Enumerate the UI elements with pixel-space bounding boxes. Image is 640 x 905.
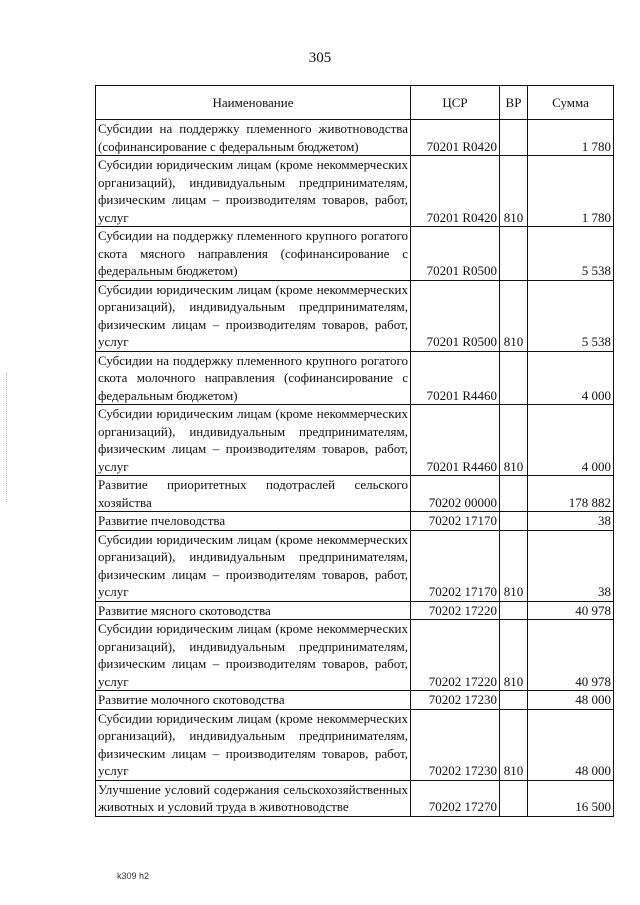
cell-sum: 40 978	[528, 601, 614, 620]
table-row	[96, 156, 614, 227]
cell-vr	[500, 691, 528, 710]
cell-name: Субсидии юридическим лицам (кроме некоммерческих организаций), индивидуальным предпринимателям, физическим лицам – производителям товаров, работ, услуг	[96, 156, 411, 227]
cell-csr: 70202 17170	[411, 512, 500, 531]
table-row	[96, 512, 614, 531]
cell-sum: 38	[528, 512, 614, 531]
table-row	[96, 351, 614, 405]
cell-name: Субсидии юридическим лицам (кроме некоммерческих организаций), индивидуальным предпринимателям, физическим лицам – производителям товаров, работ, услуг	[96, 620, 411, 691]
cell-name: Субсидии на поддержку племенного животноводства (софинансирование с федеральным бюджетом)	[96, 120, 411, 156]
cell-name: Улучшение условий содержания сельскохозяйственных животных и условий труда в животноводстве	[96, 780, 411, 816]
cell-name: Субсидии юридическим лицам (кроме некоммерческих организаций), индивидуальным предпринимателям, физическим лицам – производителям товаров, работ, услуг	[96, 709, 411, 780]
cell-vr: 810	[500, 405, 528, 476]
table-row	[96, 691, 614, 710]
cell-sum: 40 978	[528, 620, 614, 691]
header-sum: Сумма	[528, 86, 614, 120]
table-row	[96, 530, 614, 601]
cell-sum: 178 882	[528, 476, 614, 512]
cell-vr: 810	[500, 156, 528, 227]
cell-csr: 70202 17230	[411, 691, 500, 710]
cell-csr: 70201 R0500	[411, 227, 500, 281]
cell-csr: 70201 R4460	[411, 405, 500, 476]
header-vr: ВР	[500, 86, 528, 120]
cell-name: Развитие пчеловодства	[96, 512, 411, 531]
cell-name: Субсидии юридическим лицам (кроме некоммерческих организаций), индивидуальным предпринимателям, физическим лицам – производителям товаров, работ, услуг	[96, 530, 411, 601]
table-row	[96, 476, 614, 512]
cell-sum: 5 538	[528, 280, 614, 351]
cell-vr: 810	[500, 620, 528, 691]
cell-vr: 810	[500, 709, 528, 780]
header-name: Наименование	[96, 86, 411, 120]
cell-sum: 1 780	[528, 120, 614, 156]
table-row	[96, 280, 614, 351]
cell-csr: 70201 R0420	[411, 156, 500, 227]
cell-vr	[500, 601, 528, 620]
cell-sum: 48 000	[528, 691, 614, 710]
cell-csr: 70201 R0500	[411, 280, 500, 351]
cell-csr: 70201 R0420	[411, 120, 500, 156]
table-header-row	[96, 86, 614, 120]
cell-sum: 48 000	[528, 709, 614, 780]
cell-sum: 4 000	[528, 405, 614, 476]
cell-name: Развитие молочного скотоводства	[96, 691, 411, 710]
table-row	[96, 120, 614, 156]
cell-name: Субсидии на поддержку племенного крупного рогатого скота молочного направления (софинансирование с федеральным бюджетом)	[96, 351, 411, 405]
budget-table	[95, 85, 614, 817]
table-row	[96, 709, 614, 780]
cell-sum: 4 000	[528, 351, 614, 405]
table-body	[96, 120, 614, 817]
cell-vr: 810	[500, 280, 528, 351]
table-row	[96, 620, 614, 691]
cell-name: Развитие мясного скотоводства	[96, 601, 411, 620]
cell-vr	[500, 476, 528, 512]
cell-vr: 810	[500, 530, 528, 601]
cell-name: Субсидии юридическим лицам (кроме некоммерческих организаций), индивидуальным предпринимателям, физическим лицам – производителям товаров, работ, услуг	[96, 405, 411, 476]
cell-vr	[500, 351, 528, 405]
cell-vr	[500, 120, 528, 156]
page-number: 305	[308, 50, 332, 66]
cell-name: Развитие приоритетных подотраслей сельского хозяйства	[96, 476, 411, 512]
cell-sum: 16 500	[528, 780, 614, 816]
cell-sum: 1 780	[528, 156, 614, 227]
footer-code: k309 h2	[117, 871, 150, 881]
table-row	[96, 780, 614, 816]
cell-csr: 70202 17270	[411, 780, 500, 816]
table-row	[96, 601, 614, 620]
cell-csr: 70202 17170	[411, 530, 500, 601]
table-row	[96, 405, 614, 476]
header-csr: ЦСР	[411, 86, 500, 120]
cell-name: Субсидии юридическим лицам (кроме некоммерческих организаций), индивидуальным предпринимателям, физическим лицам – производителям товаров, работ, услуг	[96, 280, 411, 351]
cell-csr: 70201 R4460	[411, 351, 500, 405]
cell-sum: 38	[528, 530, 614, 601]
scan-edge-marks	[6, 372, 9, 502]
cell-vr	[500, 780, 528, 816]
cell-name: Субсидии на поддержку племенного крупного рогатого скота мясного направления (софинансирование с федеральным бюджетом)	[96, 227, 411, 281]
cell-csr: 70202 17220	[411, 601, 500, 620]
cell-vr	[500, 227, 528, 281]
cell-csr: 70202 17220	[411, 620, 500, 691]
cell-csr: 70202 00000	[411, 476, 500, 512]
cell-sum: 5 538	[528, 227, 614, 281]
table-row	[96, 227, 614, 281]
cell-vr	[500, 512, 528, 531]
cell-csr: 70202 17230	[411, 709, 500, 780]
